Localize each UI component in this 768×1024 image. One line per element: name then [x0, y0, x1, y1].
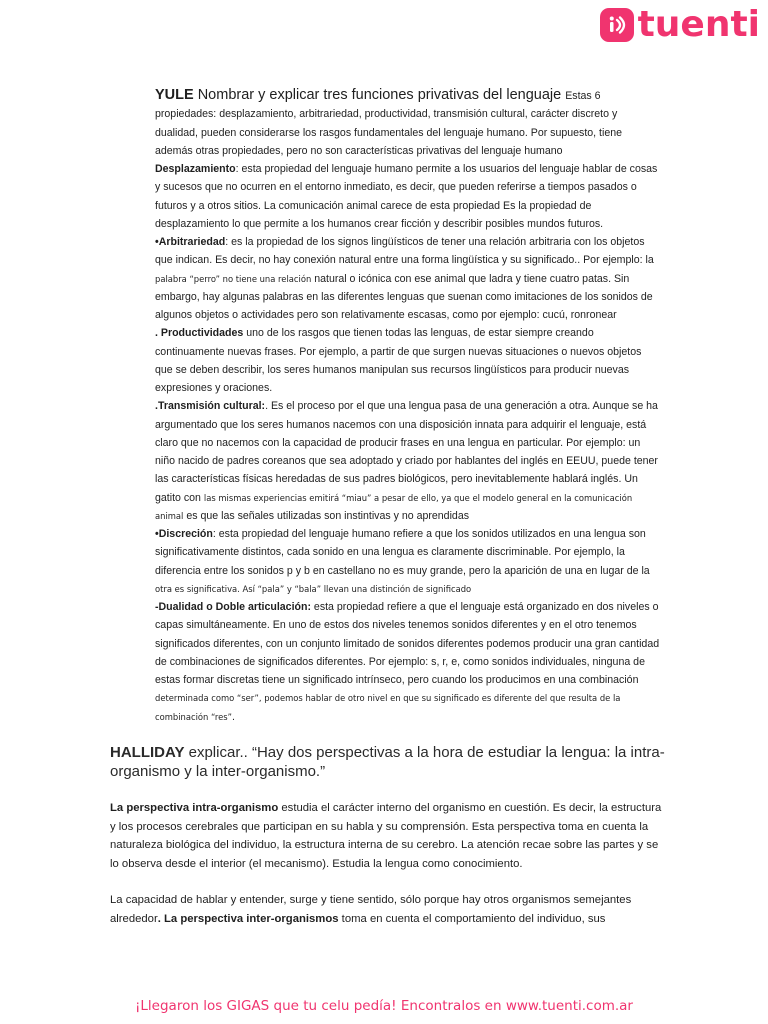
yule-question: Nombrar y explicar tres funciones privativas del lenguaje — [193, 87, 566, 103]
yule-intro: YULE Nombrar y explicar tres funciones privativas del lenguaje Estas 6 propiedades: desplazamiento, arbitrariedad, productividad, transmisión cultural, carácter discreto y dualidad, pueden considerarse los rasgos fundamentales del lenguaje humano. Por supuesto, tiene además otras propiedades, pero no son características privativas del lenguaje humano — [155, 87, 623, 157]
tuenti-mark-icon — [600, 8, 634, 42]
promo-banner[interactable]: ¡Llegaron los GIGAS que tu celu pedía! Encontralos en www.tuenti.com.ar — [135, 998, 633, 1014]
yule-section — [155, 86, 660, 726]
arbitrariedad-paragraph: •Arbitrariedad: es la propiedad de los signos lingüísticos de tener una relación arbitraria con los objetos que indican. Es decir, no hay conexión natural entre una forma lingüística y su significado.. Por ejemplo: la palabra “perro” no tiene una relación natural o icónica con ese animal que ladra y tiene cuatro patas. Sin embargo, hay algunas palabras en las diferentes lenguas que suenan como imitaciones de los sonidos de algunos objetos o actividades pero son relativamente escasas, como por ejemplo: cucú, ronronear — [155, 236, 654, 321]
intra-organismo-paragraph: La perspectiva intra-organismo estudia el carácter interno del organismo en cuestión. Es decir, la estructura y los procesos cerebrales que participan en su habla y su comprensión. Esta perspectiva toma en cuenta la naturaleza biológica del individuo, la estructura interna de su cerebro. La atención recae sobre las partes y se lo observa desde el interior (el mecanismo). Estudia la lengua como conocimiento. — [110, 802, 662, 870]
yule-author: YULE — [155, 87, 194, 103]
desplazamiento-paragraph: Desplazamiento: esta propiedad del lenguaje humano permite a los usuarios del lenguaje hablar de cosas y sucesos que no ocurren en el entorno inmediato, es decir, que pueden referirse a tiempos pasados o futuros y a otros sitios. La comunicación animal carece de esta propiedad Es la propiedad de desplazamiento lo que permite a los humanos crear ficción y describir posibles mundos futuros. — [155, 163, 658, 230]
transmision-paragraph: .Transmisión cultural:. Es el proceso por el que una lengua pasa de una generación a otra. Aunque se ha argumentado que los seres humanos nacemos con una disposición innata para adquirir el lenguaje, está claro que no nacemos con la capacidad de producir frases en una lengua en particular. Por ejemplo: un niño nacido de padres coreanos que sea adoptado y criado por hablantes del inglés en EEUU, puede tener las características físicas heredadas de sus padres biológicos, pero inevitablemente hablará inglés. Un gatito con las mismas experiencias emitirá “miau” a pesar de ello, ya que el modelo general en la comunicación animal es que las señales utilizadas son instintivas y no aprendidas — [155, 400, 658, 522]
halliday-heading — [110, 743, 670, 781]
productividad-paragraph: . Productividades uno de los rasgos que tienen todas las lenguas, de estar siempre creando continuamente nuevas frases. Por ejemplo, a partir de que surgen nuevas situaciones o nuevos objetos que se deben describir, los seres humanos manipulan sus recursos lingüísticos para producir nuevas expresiones y oraciones. — [155, 327, 642, 394]
discrecion-paragraph: •Discreción: esta propiedad del lenguaje humano refiere a que los sonidos utilizados en una lengua son significativamente distintos, cada sonido en una lengua es claramente discriminable. Por ejemplo, la diferencia entre los sonidos p y b en castellano no es muy grande, pero la aparición de una en lugar de la otra es significativa. Así “pala” y “bala” llevan una distinción de significado — [155, 528, 650, 594]
paragraph-gap — [110, 873, 670, 891]
logo-text: tuenti — [637, 4, 760, 45]
halliday-author: HALLIDAY — [110, 744, 185, 761]
halliday-body — [110, 799, 670, 928]
dualidad-paragraph: -Dualidad o Doble articulación: esta propiedad refiere a que el lenguaje está organizado en dos niveles o capas simultáneamente. En uno de estos dos niveles tenemos sonidos diferentes y en el otro tenemos significados diferentes, con un conjunto limitado de sonidos diferentes podemos producir una gran cantidad de combinaciones de significados diferentes. Por ejemplo: s, r, e, como sonidos individuales, ninguna de estas formar discretas tiene un significado intrínseco, pero cuando los producimos en una combinación determinada como “ser”, podemos hablar de otro nivel en que su significado es diferente del que resulta de la combinación “res”. — [155, 601, 660, 723]
halliday-question: explicar.. “Hay dos perspectivas a la hora de estudiar la lengua: la intra-organismo y la inter-organismo.” — [110, 744, 665, 780]
tuenti-logo — [600, 6, 760, 44]
inter-organismo-paragraph: La capacidad de hablar y entender, surge y tiene sentido, sólo porque hay otros organismos semejantes alrededor. La perspectiva inter-organismos toma en cuenta el comportamiento del individuo, sus — [110, 894, 632, 925]
